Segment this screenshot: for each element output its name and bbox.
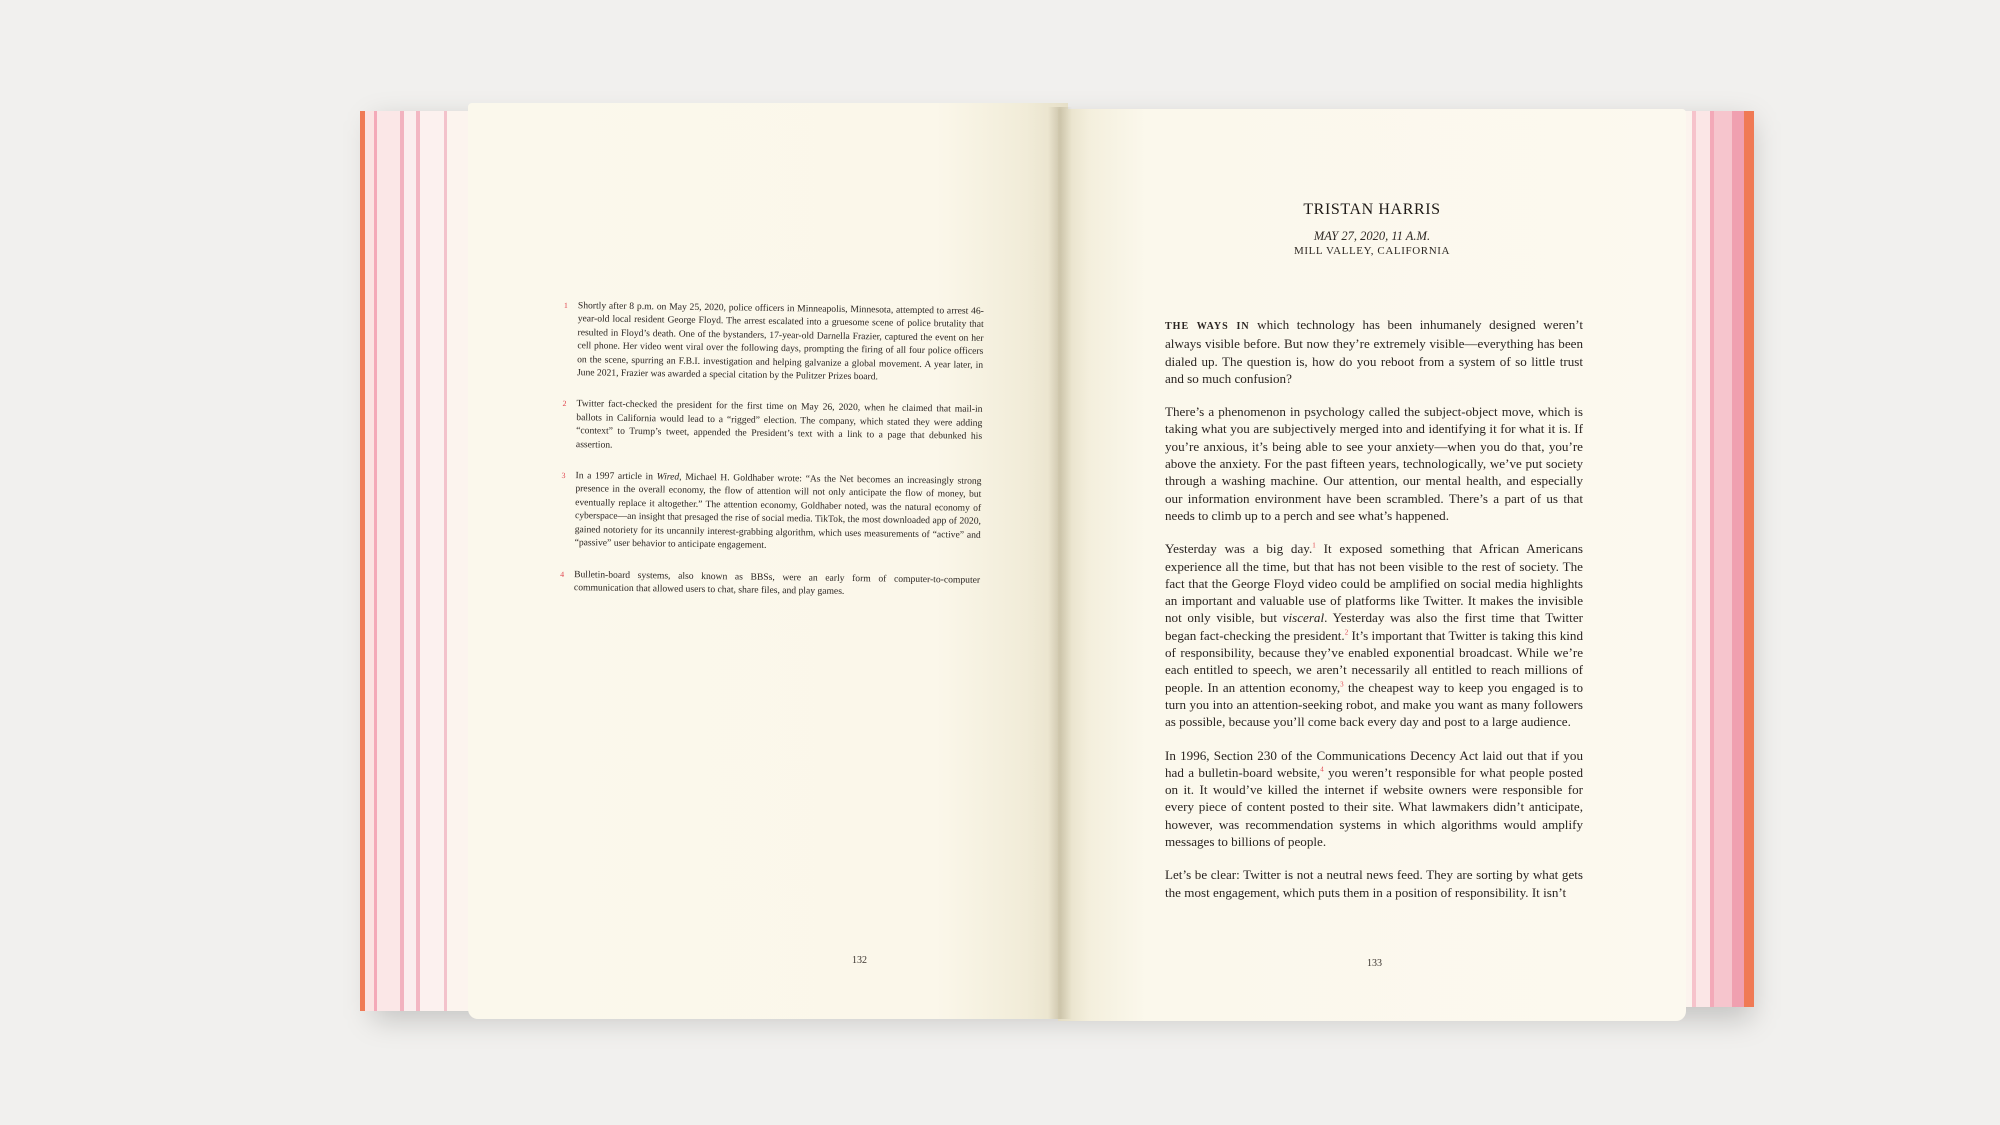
footnote-ref-2: 2 [1344, 628, 1349, 637]
footnotes [560, 299, 984, 618]
right-page-edges [1684, 111, 1754, 1007]
footnote-text: In a 1997 article in Wired, Michael H. Goldhaber wrote: “As the Net becomes an increasingly strong presence in the overall economy, the flow of attention will not only anticipate the flow of money, but eventually replace it altogether.” The attention economy, Goldhaber noted, was the natural economy of cyberspace—an insight that presaged the rise of social media. TikTok, the most downloaded app of 2020, gained notoriety for its uncannily interest-grabbing algorithm, which uses measurements of “active” and “passive” user behavior to anticipate engagement. [574, 470, 982, 551]
publication-title: Wired [656, 471, 680, 483]
interview-date: MAY 27, 2020, 11 A.M. [1313, 229, 1431, 243]
paragraph-4: In 1996, Section 230 of the Communications Decency Act laid out that if you had a bulletin-board website,$^4$ you weren’t responsible for what people posted on it. It would’ve killed the internet if website owners were responsible for every piece of content posted to their site. What lawmakers didn’t anticipate, however, was recommendation systems in which algorithms would amplify messages to billions of people. [1165, 747, 1583, 850]
page-number-left: 132 [852, 955, 867, 966]
right-page [1058, 109, 1686, 1021]
footnote-number: 4 [560, 569, 565, 579]
footnote-1 [563, 299, 984, 385]
book-gutter [1048, 107, 1072, 1019]
left-page-edges [360, 111, 472, 1011]
footnote-2 [562, 397, 983, 456]
footnote-4 [560, 567, 980, 600]
open-book [360, 103, 1754, 1023]
interview-location: MILL VALLEY, CALIFORNIA [1293, 245, 1451, 257]
footnote-3 [561, 469, 982, 555]
footnote-number: 1 [563, 300, 568, 311]
footnote-text: Shortly after 8 p.m. on May 25, 2020, police officers in Minneapolis, Minnesota, attempted to arrest 46-year-old local resident George Floyd. The arrest escalated into a gruesome scene of police brutality that resulted in Floyd’s death. One of the bystanders, 17-year-old Darnella Frazier, captured the event on her cell phone. Her video went viral over the following days, prompting the firing of all four police officers on the scene, spurring an F.B.I. investigation and helping galvanize a global movement. A year later, in June 2021, Frazier was awarded a special citation by the Pulitzer Prizes board. [576, 300, 984, 383]
lead-in: THE WAYS IN [1165, 321, 1250, 332]
footnote-number: 2 [562, 399, 567, 409]
body-text [1165, 316, 1583, 917]
page-number-right: 133 [1367, 958, 1382, 969]
author-heading: TRISTAN HARRIS [1303, 201, 1441, 218]
paragraph-3: Yesterday was a big day.$^1$ It exposed something that African Americans experience all the time, but that has not been visible to the rest of society. The fact that the George Floyd video could be amplified on social media highlights an important and valuable use of platforms like Twitter. It makes the invisible not only visible, but visceral. Yesterday was also the first time that Twitter began fact-checking the president.$^2$ It’s important that Twitter is taking this kind of responsibility, because they’ve enabled exponential broadcast. While we’re each entitled to speech, we aren’t necessarily all entitled to reach millions of people. In an attention economy,$^3$ the cheapest way to keep you engaged is to turn you into an attention-seeking robot, and make you want as many followers as possible, because you’ll come back every day and post to a large audience. [1165, 541, 1583, 730]
footnote-number: 3 [561, 471, 566, 481]
paragraph-1: THE WAYS IN which technology has been inhumanely designed weren’t always visible before. But now they’re extremely visible—everything has been dialed up. The question is, how do you reboot from a system of so little trust and so much confusion? [1165, 317, 1584, 386]
paragraph-2: There’s a phenomenon in psychology called the subject-object move, which is taking what you are subjectively merged into and identifying it for what it is. If you’re anxious, it’s being able to see your anxiety—when you do that, you’re above the anxiety. For the past fifteen years, technologically, we’ve put society through a washing machine. Our attention, our mental health, and especially our information environment have been scrambled. There’s a part of us that needs to climb up to a perch and see what’s happened. [1165, 404, 1583, 523]
footnote-text: Twitter fact-checked the president for the first time on May 26, 2020, when he claimed that mail-in ballots in California would lead to a “rigged” election. The company, which stated they were adding “context” to Trump’s tweet, appended the President’s text with a link to a page that debunked his assertion. [575, 398, 983, 451]
paragraph-5: Let’s be clear: Twitter is not a neutral news feed. They are sorting by what gets the most engagement, which puts them in a position of responsibility. It isn’t [1165, 867, 1583, 900]
footnote-text: Bulletin-board systems, also known as BBSs, were an early form of computer-to-computer communication that allowed users to chat, share files, and play games. [573, 568, 981, 597]
footnote-ref-4: 4 [1320, 765, 1324, 774]
footnote-ref-3: 3 [1340, 680, 1344, 689]
footnote-ref-1: 1 [1312, 541, 1316, 550]
left-page [468, 103, 1068, 1019]
